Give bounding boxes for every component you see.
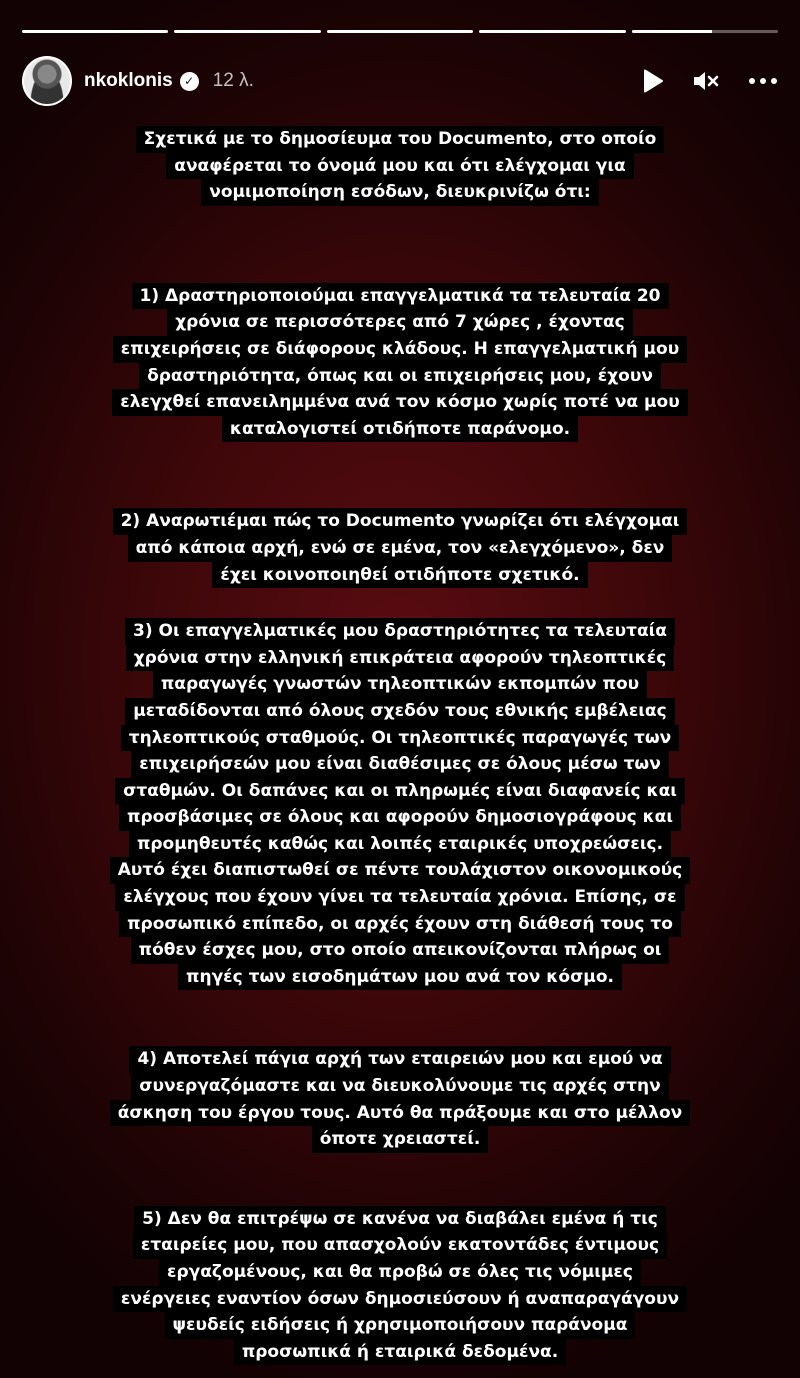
text-line: ψευδείς ειδήσεις ή χρησιμοποιήσουν παράνομα bbox=[165, 1312, 636, 1339]
text-line: Σχετικά με το δημοσίευμα του Documento, στο οποίο bbox=[136, 126, 665, 153]
text-line: 1) Δραστηριοποιούμαι επαγγελματικά τα τελευταία 20 bbox=[132, 283, 669, 310]
text-line: παραγωγές γνωστών τηλεοπτικών εκπομπών που bbox=[153, 671, 647, 698]
statement-intro bbox=[136, 126, 665, 206]
text-line: επιχειρήσεών μου είναι διαθέσιμες σε όλους μέσω των bbox=[131, 751, 669, 778]
text-line: 4) Αποτελεί πάγια αρχή των εταιρειών μου και εμού να bbox=[129, 1046, 670, 1073]
progress-fill bbox=[22, 30, 168, 33]
text-line: 3) Οι επαγγελματικές μου δραστηριότητες τα τελευταία bbox=[125, 618, 675, 645]
story-controls bbox=[642, 69, 778, 93]
text-line: χρόνια σε περισσότερες από 7 χώρες , έχοντας bbox=[167, 309, 633, 336]
story-progress-bar bbox=[22, 30, 778, 33]
play-icon[interactable] bbox=[642, 69, 664, 93]
text-line: ενέργειες εναντίον όσων δημοσιεύσουν ή αναπαραγάγουν bbox=[113, 1286, 687, 1313]
text-line: εργαζομένους, και θα προβώ σε όλες τις νόμιμες bbox=[159, 1259, 641, 1286]
text-line: 2) Αναρωτιέμαι πώς το Documento γνωρίζει ότι ελέγχομαι bbox=[113, 508, 688, 535]
story-text bbox=[0, 126, 800, 1365]
text-line: προσωπικά ή εταιρικά δεδομένα. bbox=[234, 1339, 566, 1366]
text-line: όποτε χρειαστεί. bbox=[312, 1126, 489, 1153]
progress-fill bbox=[479, 30, 625, 33]
post-time: 12 λ. bbox=[212, 70, 254, 91]
text-line: αναφέρεται το όνομά μου και ότι ελέγχομαι για bbox=[166, 153, 633, 180]
progress-fill bbox=[632, 30, 713, 33]
text-line: δραστηριότητα, όπως και οι επιχειρήσεις μου, έχουν bbox=[139, 363, 661, 390]
statement-point-1 bbox=[112, 283, 687, 443]
progress-segment bbox=[327, 30, 473, 33]
text-line: τηλεοπτικούς σταθμούς. Οι τηλεοπτικές παραγωγές των bbox=[121, 725, 679, 752]
progress-segment bbox=[22, 30, 168, 33]
text-line: νομιμοποίηση εσόδων, διευκρινίζω ότι: bbox=[201, 179, 599, 206]
username[interactable]: nkoklonis bbox=[84, 70, 173, 91]
avatar[interactable] bbox=[22, 56, 72, 106]
progress-segment bbox=[632, 30, 778, 33]
text-line: Αυτό έχει διαπιστωθεί σε πέντε τουλάχιστον οικονομικούς bbox=[110, 857, 691, 884]
text-line: πηγές των εισοδημάτων μου ανά τον κόσμο. bbox=[178, 964, 622, 991]
statement-point-2 bbox=[113, 508, 688, 588]
statement-point-4 bbox=[110, 1046, 691, 1152]
text-line: άσκηση του έργου τους. Αυτό θα πράξουμε και στο μέλλον bbox=[110, 1100, 691, 1127]
avatar-image bbox=[24, 58, 70, 104]
text-line: προσβάσιμες σε όλους και αφορούν δημοσιογράφους και bbox=[119, 804, 681, 831]
progress-segment bbox=[479, 30, 625, 33]
mute-icon[interactable] bbox=[692, 69, 720, 93]
text-line: προσωπικό επίπεδο, οι αρχές έχουν στη διάθεσή τους το bbox=[119, 911, 681, 938]
progress-segment bbox=[174, 30, 320, 33]
story-header bbox=[22, 54, 778, 108]
text-line: 5) Δεν θα επιτρέψω σε κανένα να διαβάλει εμένα ή τις bbox=[134, 1206, 666, 1233]
text-line: εταιρείες μου, που απασχολούν εκατοντάδες έντιμους bbox=[133, 1232, 667, 1259]
verified-badge-icon: ✓ bbox=[180, 72, 199, 91]
progress-fill bbox=[174, 30, 320, 33]
statement-point-5 bbox=[113, 1206, 687, 1366]
text-line: ελεγχθεί επανειλημμένα ανά τον κόσμο χωρίς ποτέ να μου bbox=[112, 389, 687, 416]
text-line: από κάποια αρχή, ενώ σε εμένα, τον «ελεγχόμενο», δεν bbox=[128, 535, 673, 562]
text-line: καταλογιστεί οτιδήποτε παράνομο. bbox=[222, 416, 578, 443]
statement-point-3 bbox=[110, 618, 691, 990]
text-line: έχει κοινοποιηθεί οτιδήποτε σχετικό. bbox=[212, 562, 587, 589]
text-line: επιχειρήσεις σε διάφορους κλάδους. Η επαγγελματική μου bbox=[113, 336, 687, 363]
more-icon[interactable] bbox=[748, 77, 778, 85]
text-line: συνεργαζόμαστε και να διευκολύνουμε τις αρχές στην bbox=[131, 1073, 668, 1100]
text-line: πόθεν έσχες μου, στο οποίο απεικονίζονται πλήρως οι bbox=[131, 937, 670, 964]
progress-fill bbox=[327, 30, 473, 33]
text-line: χρόνια στην ελληνική επικράτεια αφορούν τηλεοπτικές bbox=[126, 645, 675, 672]
text-line: προμηθευτές καθώς και λοιπές εταιρικές υποχρεώσεις. bbox=[129, 831, 671, 858]
text-line: μεταδίδονται από όλους σχεδόν τους εθνικής εμβέλειας bbox=[125, 698, 674, 725]
text-line: σταθμών. Οι δαπάνες και οι πληρωμές είναι διαφανείς και bbox=[115, 778, 685, 805]
text-line: ελέγχους που έχουν γίνει τα τελευταία χρόνια. Επίσης, σε bbox=[115, 884, 684, 911]
